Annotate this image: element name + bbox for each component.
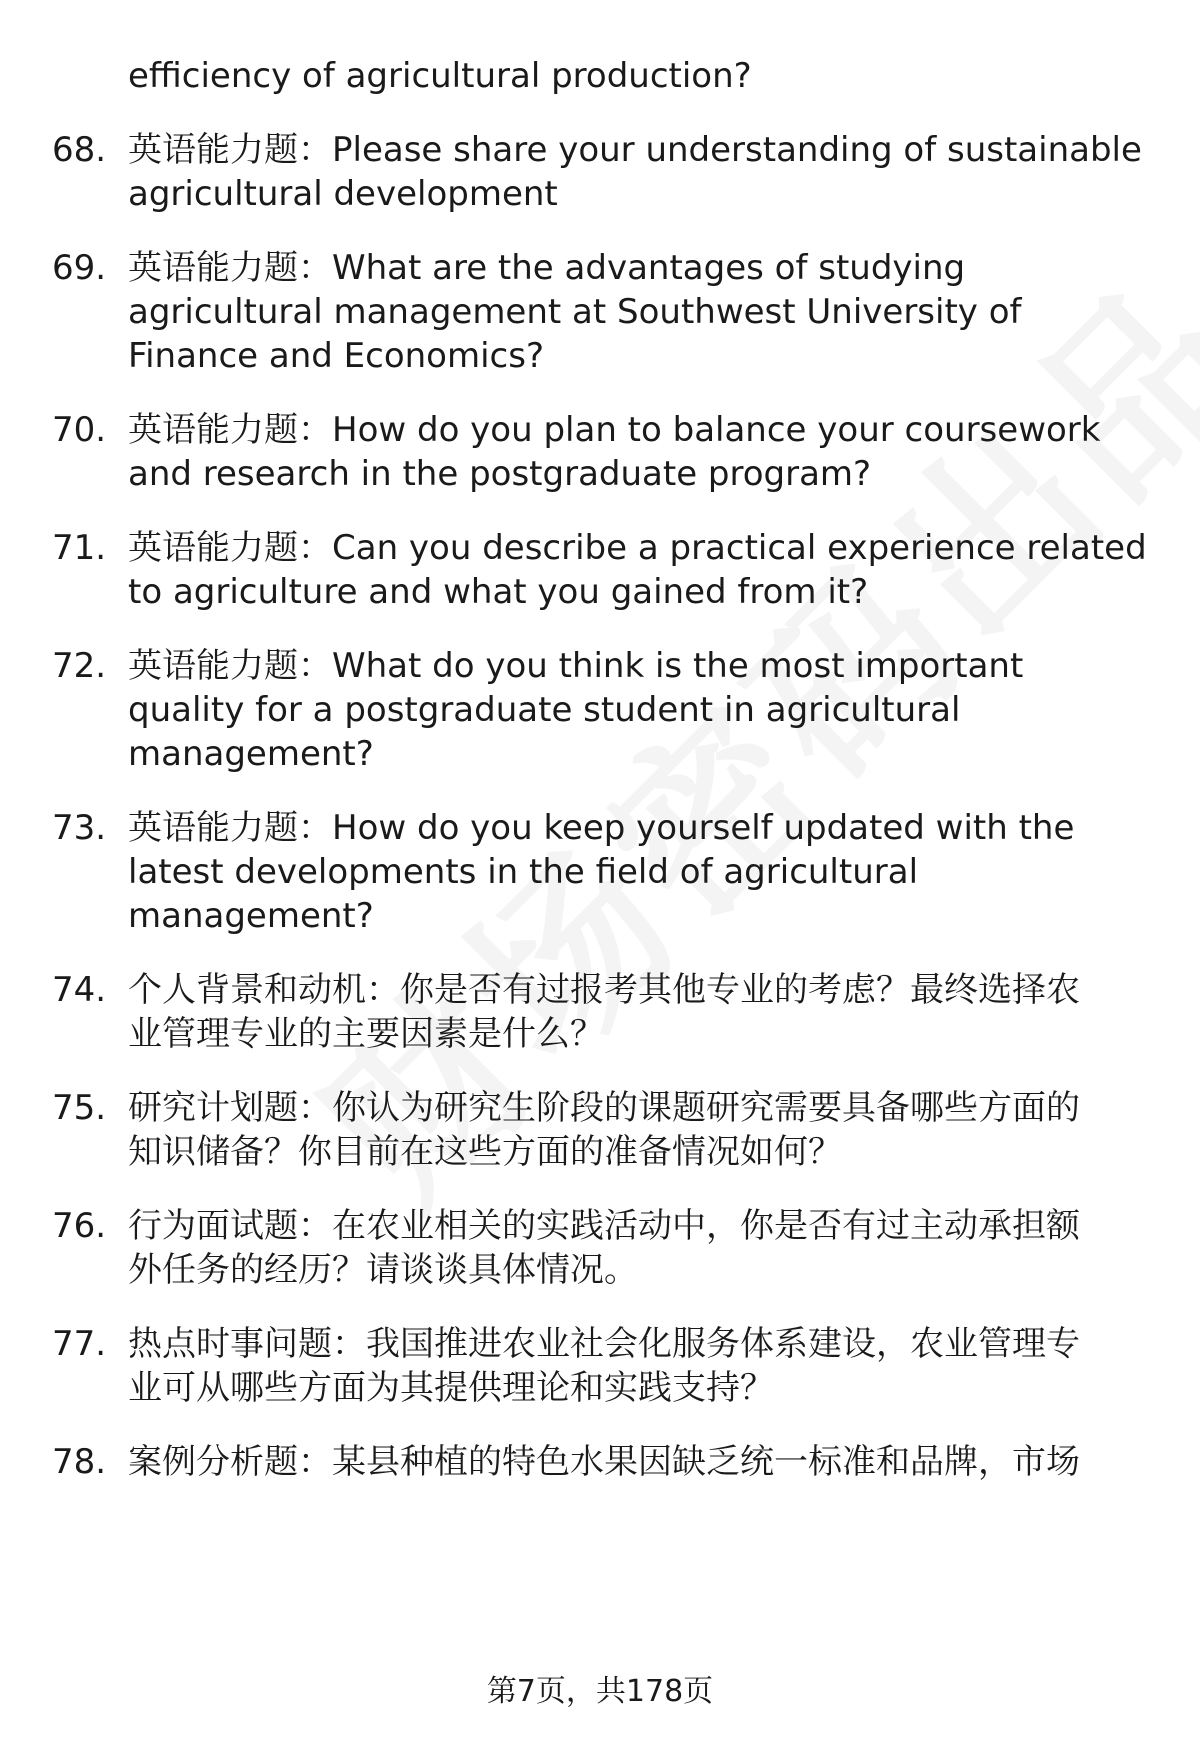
item-line: agricultural development bbox=[128, 174, 558, 214]
item-line: 英语能力题：What are the advantages of studying bbox=[128, 248, 966, 288]
item-number: 75. bbox=[52, 1088, 107, 1128]
item-number: 78. bbox=[52, 1442, 107, 1482]
item-line: management? bbox=[128, 896, 374, 936]
item-line: 英语能力题：How do you keep yourself updated with the bbox=[128, 808, 1075, 848]
item-number: 72. bbox=[52, 646, 107, 686]
item-line: quality for a postgraduate student in agricultural bbox=[128, 690, 961, 730]
item-line: Finance and Economics? bbox=[128, 336, 545, 376]
item-number: 77. bbox=[52, 1324, 107, 1364]
item-line: 英语能力题：How do you plan to balance your coursework bbox=[128, 410, 1101, 450]
item-line: 外任务的经历？请谈谈具体情况。 bbox=[128, 1250, 638, 1290]
item-line: to agriculture and what you gained from it? bbox=[128, 572, 869, 612]
item-line: 热点时事问题：我国推进农业社会化服务体系建设，农业管理专 bbox=[128, 1324, 1080, 1364]
item-line: 英语能力题：Please share your understanding of sustainable bbox=[128, 130, 1142, 170]
item-line: 知识储备？你目前在这些方面的准备情况如何？ bbox=[128, 1132, 842, 1172]
item-line: 个人背景和动机：你是否有过报考其他专业的考虑？最终选择农 bbox=[128, 970, 1080, 1010]
item-line: 英语能力题：Can you describe a practical experience related bbox=[128, 528, 1147, 568]
item-line: 业可从哪些方面为其提供理论和实践支持？ bbox=[128, 1368, 774, 1408]
item-line: agricultural management at Southwest University of bbox=[128, 292, 1022, 332]
item-number: 68. bbox=[52, 130, 107, 170]
item-line: 行为面试题：在农业相关的实践活动中，你是否有过主动承担额 bbox=[128, 1206, 1080, 1246]
item-line: and research in the postgraduate program? bbox=[128, 454, 872, 494]
item-line: 业管理专业的主要因素是什么？ bbox=[128, 1014, 604, 1054]
lead-line: efficiency of agricultural production? bbox=[128, 56, 752, 96]
item-number: 70. bbox=[52, 410, 107, 450]
item-number: 73. bbox=[52, 808, 107, 848]
item-line: management? bbox=[128, 734, 374, 774]
item-line: 案例分析题：某县种植的特色水果因缺乏统一标准和品牌，市场 bbox=[128, 1442, 1080, 1482]
item-line: 研究计划题：你认为研究生阶段的课题研究需要具备哪些方面的 bbox=[128, 1088, 1080, 1128]
item-number: 69. bbox=[52, 248, 107, 288]
page-footer: 第7页，共178页 bbox=[486, 1674, 714, 1709]
item-line: 英语能力题：What do you think is the most important bbox=[128, 646, 1024, 686]
item-number: 71. bbox=[52, 528, 107, 568]
item-number: 76. bbox=[52, 1206, 107, 1246]
item-number: 74. bbox=[52, 970, 107, 1010]
item-line: latest developments in the field of agricultural bbox=[128, 852, 919, 892]
